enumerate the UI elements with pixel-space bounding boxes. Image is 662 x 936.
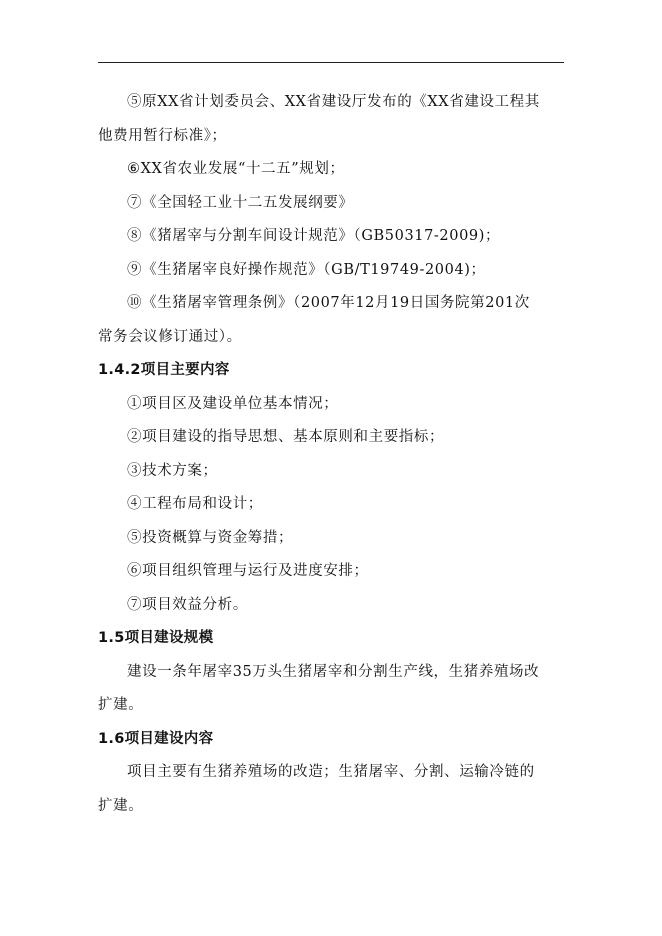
section-1-6-paragraph-line-2: 扩建。 (98, 797, 144, 814)
reference-item-9: ⑨《生猪屠宰良好操作规范》（GB/T19749-2004)； (127, 261, 486, 278)
header-rule (98, 62, 564, 63)
reference-item-5-line-1: ⑤原XX省计划委员会、XX省建设厅发布的《XX省建设工程其 (127, 94, 540, 110)
content-item-3: ③技术方案； (127, 462, 218, 479)
section-1-6-paragraph-line-1: 项目主要有生猪养殖场的改造；生猪屠宰、分割、运输冷链的 (127, 764, 535, 780)
section-heading-1-5: 1.5项目建设规模 (98, 630, 214, 646)
content-item-1: ①项目区及建设单位基本情况； (127, 395, 339, 412)
content-item-5: ⑤投资概算与资金筹措； (127, 529, 294, 546)
content-item-7: ⑦项目效益分析。 (127, 596, 248, 613)
content-item-6: ⑥项目组织管理与运行及进度安排； (127, 563, 369, 579)
section-heading-1-6: 1.6项目建设内容 (98, 730, 214, 747)
reference-item-7: ⑦《全国轻工业十二五发展纲要》 (127, 194, 354, 211)
reference-item-10-line-1: ⑩《生猪屠宰管理条例》（2007年12月19日国务院第201次 (127, 295, 530, 311)
reference-item-8: ⑧《猪屠宰与分割车间设计规范》（GB50317-2009)； (127, 228, 501, 244)
section-heading-1-4-2: 1.4.2项目主要内容 (98, 362, 230, 378)
reference-item-10-line-2: 常务会议修订通过）。 (98, 328, 242, 345)
reference-item-6: ⑥XX省农业发展“十二五”规划； (127, 161, 345, 177)
section-1-5-paragraph-line-1: 建设一条年屠宰35万头生猪屠宰和分割生产线，生猪养殖场改 (127, 663, 540, 680)
reference-item-5-line-2: 他费用暂行标准》； (98, 127, 227, 144)
content-item-4: ④工程布局和设计； (127, 496, 263, 512)
document-body (98, 86, 564, 823)
content-item-2: ②项目建设的指导思想、基本原则和主要指标； (127, 429, 445, 445)
section-1-5-paragraph-line-2: 扩建。 (98, 697, 144, 713)
